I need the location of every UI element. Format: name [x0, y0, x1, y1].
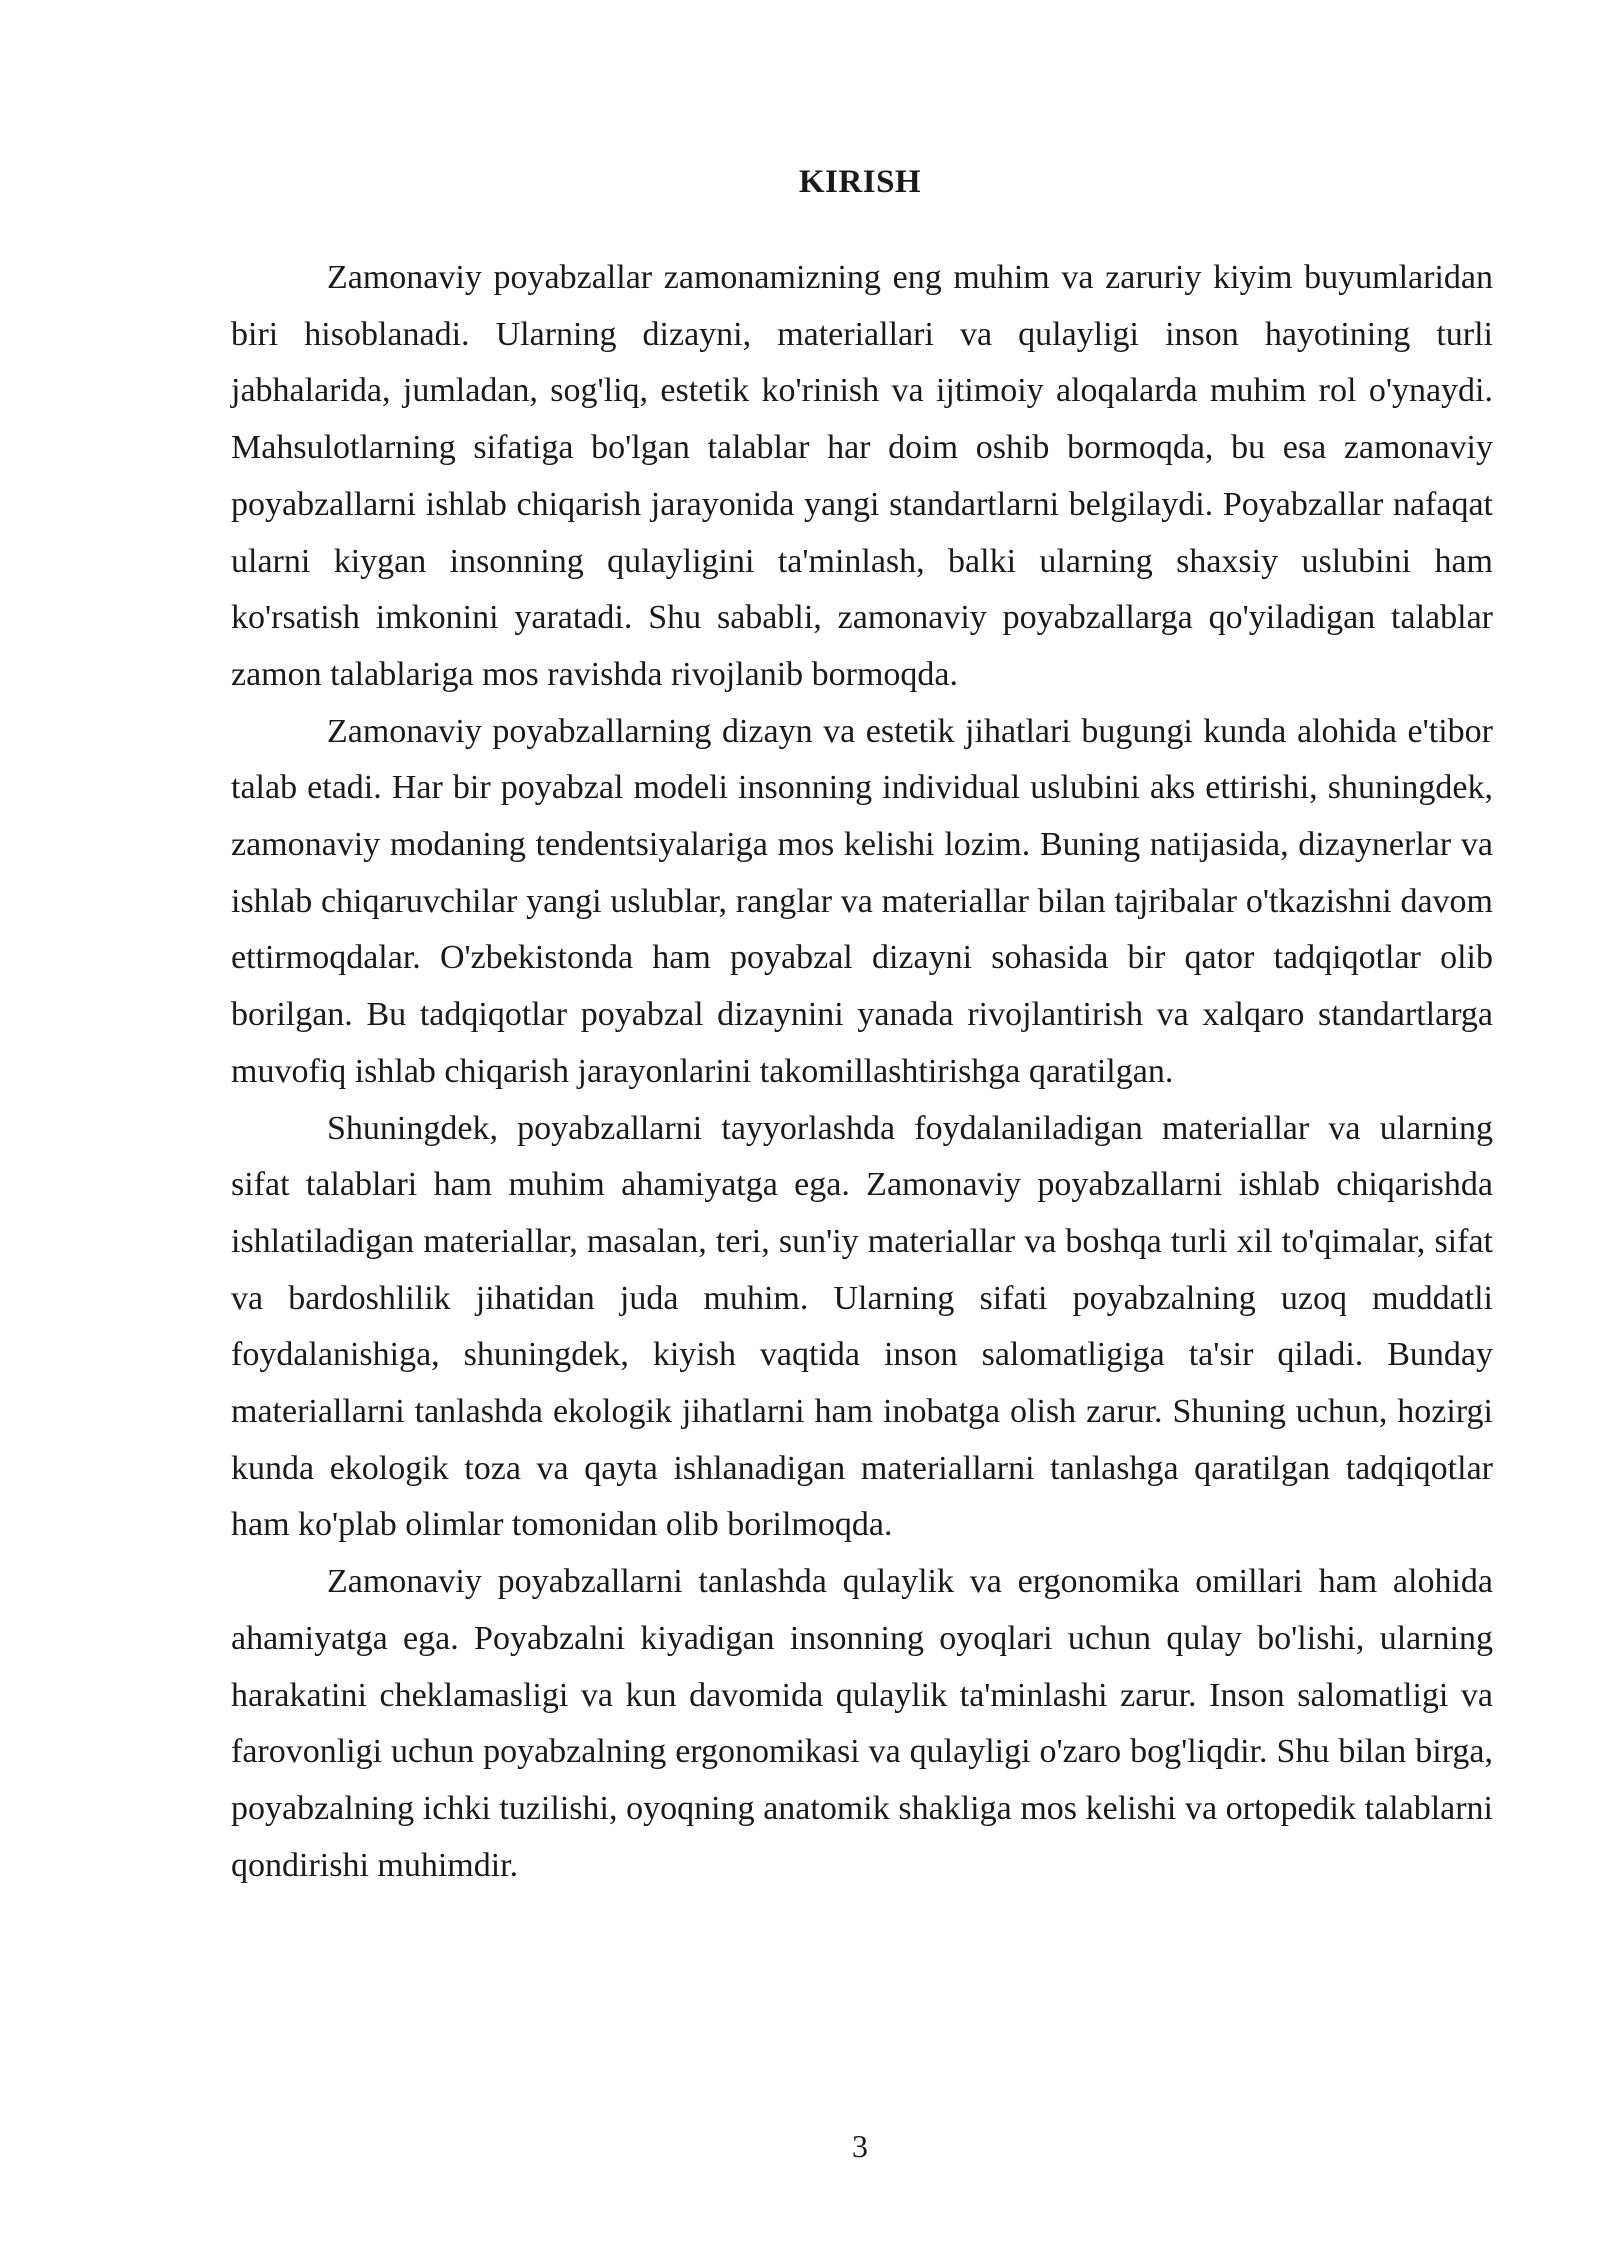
- paragraph: Zamonaviy poyabzallar zamonamizning eng muhim va zaruriy kiyim buyumlaridan biri hisoblanadi. Ularning dizayni, materiallari va qulayligi inson hayotining turli jabhalarida, jumladan, sog'liq, estetik ko'rinish va ijtimoiy aloqalarda muhim rol o'ynaydi. Mahsulotlarning sifatiga bo'lgan talablar har doim oshib bormoqda, bu esa zamonaviy poyabzallarni ishlab chiqarish jarayonida yangi standartlarni belgilaydi. Poyabzallar nafaqat ularni kiygan insonning qulayligini ta'minlash, balki ularning shaxsiy uslubini ham ko'rsatish imkonini yaratadi. Shu sababli, zamonaviy poyabzallarga qo'yiladigan talablar zamon talablariga mos ravishda rivojlanib bormoqda.: [231, 259, 1493, 693]
- paragraph: Zamonaviy poyabzallarning dizayn va estetik jihatlari bugungi kunda alohida e'tibor talab etadi. Har bir poyabzal modeli insonning individual uslubini aks ettirishi, shuningdek, zamonaviy modaning tendentsiyalariga mos kelishi lozim. Buning natijasida, dizaynerlar va ishlab chiqaruvchilar yangi uslublar, ranglar va materiallar bilan tajribalar o'tkazishni davom ettirmoqdalar. O'zbekistonda ham poyabzal dizayni sohasida bir qator tadqiqotlar olib borilgan. Bu tadqiqotlar poyabzal dizaynini yanada rivojlantirish va xalqaro standartlarga muvofiq ishlab chiqarish jarayonlarini takomillashtirishga qaratilgan.: [231, 712, 1493, 1090]
- page-number: 3: [852, 2128, 868, 2164]
- body-text: [231, 250, 1493, 1894]
- paragraph: Shuningdek, poyabzallarni tayyorlashda foydalaniladigan materiallar va ularning sifat talablari ham muhim ahamiyatga ega. Zamonaviy poyabzallarni ishlab chiqarishda ishlatiladigan materiallar, masalan, teri, sun'iy materiallar va boshqa turli xil to'qimalar, sifat va bardoshlilik jihatidan juda muhim. Ularning sifati poyabzalning uzoq muddatli foydalanishiga, shuningdek, kiyish vaqtida inson salomatligiga ta'sir qiladi. Bunday materiallarni tanlashda ekologik jihatlarni ham inobatga olish zarur. Shuning uchun, hozirgi kunda ekologik toza va qayta ishlanadigan materiallarni tanlashga qaratilgan tadqiqotlar ham ko'plab olimlar tomonidan olib borilmoqda.: [231, 1109, 1493, 1544]
- page-title: KIRISH: [798, 164, 922, 200]
- paragraph: Zamonaviy poyabzallarni tanlashda qulaylik va ergonomika omillari ham alohida ahamiyatga ega. Poyabzalni kiyadigan insonning oyoqlari uchun qulay bo'lishi, ularning harakatini cheklamasligi va kun davomida qulaylik ta'minlashi zarur. Inson salomatligi va farovonligi uchun poyabzalning ergonomikasi va qulayligi o'zaro bog'liqdir. Shu bilan birga, poyabzalning ichki tuzilishi, oyoqning anatomik shakliga mos kelishi va ortopedik talablarni qondirishi muhimdir.: [231, 1563, 1493, 1884]
